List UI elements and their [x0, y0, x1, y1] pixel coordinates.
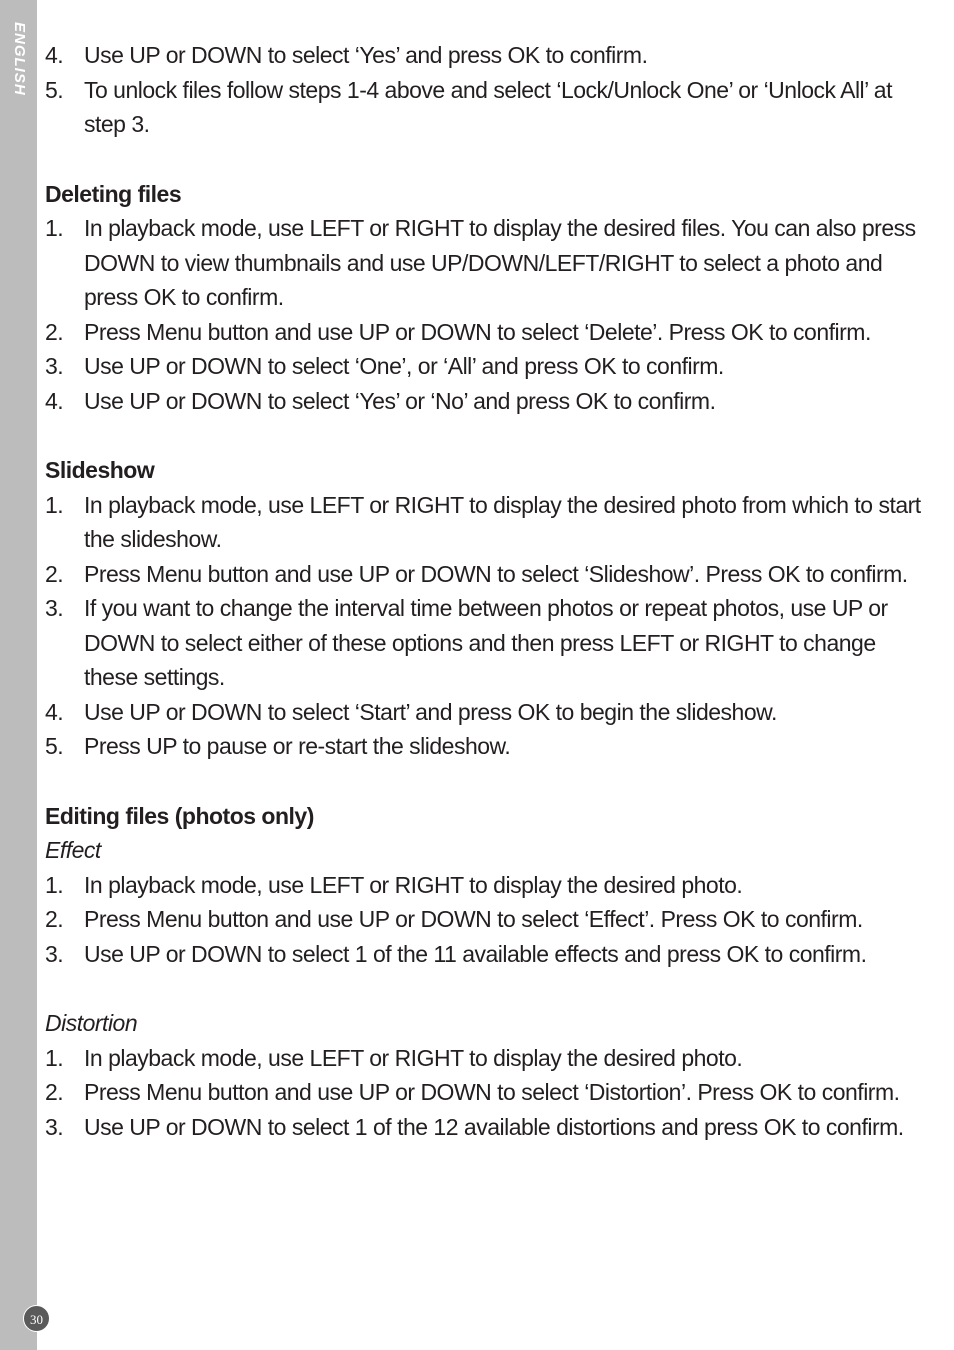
step-number: 3.	[45, 353, 64, 379]
slideshow-steps	[45, 488, 925, 764]
step-text: In playback mode, use LEFT or RIGHT to display the desired photo.	[84, 1044, 743, 1071]
step-text: If you want to change the interval time between photos or repeat photos, use UP or DOWN to select either of these options and then press LEFT or RIGHT to change these settings.	[84, 595, 888, 690]
intro-steps	[45, 38, 925, 142]
step-number: 4.	[45, 698, 64, 725]
step-number: 2.	[45, 318, 64, 345]
subheading-effect: Effect	[45, 837, 101, 863]
step-number: 3.	[45, 1113, 64, 1140]
step-text: Press Menu button and use UP or DOWN to select ‘Delete’. Press OK to confirm.	[84, 318, 871, 345]
page-number: 30	[23, 1305, 50, 1332]
step-text: Use UP or DOWN to select ‘One’, or ‘All’ and press OK to confirm.	[84, 353, 724, 379]
step-text: Press Menu button and use UP or DOWN to select ‘Effect’. Press OK to confirm.	[84, 906, 863, 932]
section-heading-editing: Editing files (photos only)	[45, 802, 314, 829]
step-number: 1.	[45, 491, 64, 518]
step-number: 2.	[45, 906, 64, 932]
step-number: 1.	[45, 871, 64, 898]
list-item	[45, 488, 925, 557]
list-item	[45, 902, 925, 937]
step-number: 5.	[45, 76, 64, 103]
list-item	[45, 937, 925, 972]
list-item	[45, 315, 925, 350]
language-tab: ENGLISH	[11, 22, 28, 96]
list-item	[45, 557, 925, 592]
step-text: To unlock files follow steps 1-4 above and select ‘Lock/Unlock One’ or ‘Unlock All’ at step 3.	[84, 76, 892, 137]
step-number: 4.	[45, 42, 64, 68]
step-number: 2.	[45, 1079, 64, 1105]
list-item	[45, 384, 925, 419]
section-heading-slideshow: Slideshow	[45, 457, 155, 483]
list-item	[45, 38, 925, 73]
step-number: 5.	[45, 733, 64, 759]
list-item	[45, 211, 925, 315]
step-number: 3.	[45, 595, 64, 621]
step-text: Use UP or DOWN to select ‘Start’ and press OK to begin the slideshow.	[84, 698, 777, 725]
side-bar	[0, 0, 37, 1350]
step-text: Use UP or DOWN to select 1 of the 12 available distortions and press OK to confirm.	[84, 1113, 904, 1140]
step-text: Use UP or DOWN to select ‘Yes’ and press OK to confirm.	[84, 42, 648, 68]
step-number: 1.	[45, 1044, 64, 1071]
step-text: Use UP or DOWN to select 1 of the 11 available effects and press OK to confirm.	[84, 940, 867, 967]
list-item	[45, 591, 925, 695]
list-item	[45, 868, 925, 903]
deleting-steps	[45, 211, 925, 418]
step-text: In playback mode, use LEFT or RIGHT to display the desired files. You can also press DOWN to view thumbnails and use UP/DOWN/LEFT/RIGHT to select a photo and press OK to confirm.	[84, 215, 916, 310]
distortion-steps	[45, 1041, 925, 1145]
step-text: Press UP to pause or re-start the slideshow.	[84, 733, 511, 759]
list-item	[45, 73, 925, 142]
list-item	[45, 1041, 925, 1076]
list-item	[45, 1075, 925, 1110]
page-content	[45, 38, 925, 1144]
step-text: Press Menu button and use UP or DOWN to select ‘Slideshow’. Press OK to confirm.	[84, 560, 908, 587]
step-text: In playback mode, use LEFT or RIGHT to display the desired photo from which to start the slideshow.	[84, 491, 921, 552]
step-number: 3.	[45, 940, 64, 967]
step-number: 1.	[45, 215, 64, 241]
step-text: Use UP or DOWN to select ‘Yes’ or ‘No’ and press OK to confirm.	[84, 387, 716, 414]
list-item	[45, 1110, 925, 1145]
list-item	[45, 695, 925, 730]
step-number: 2.	[45, 560, 64, 587]
step-number: 4.	[45, 387, 64, 414]
step-text: In playback mode, use LEFT or RIGHT to display the desired photo.	[84, 871, 743, 898]
list-item	[45, 349, 925, 384]
subheading-distortion: Distortion	[45, 1010, 138, 1036]
list-item	[45, 729, 925, 764]
step-text: Press Menu button and use UP or DOWN to select ‘Distortion’. Press OK to confirm.	[84, 1079, 900, 1105]
effect-steps	[45, 868, 925, 972]
section-heading-deleting: Deleting files	[45, 180, 182, 207]
